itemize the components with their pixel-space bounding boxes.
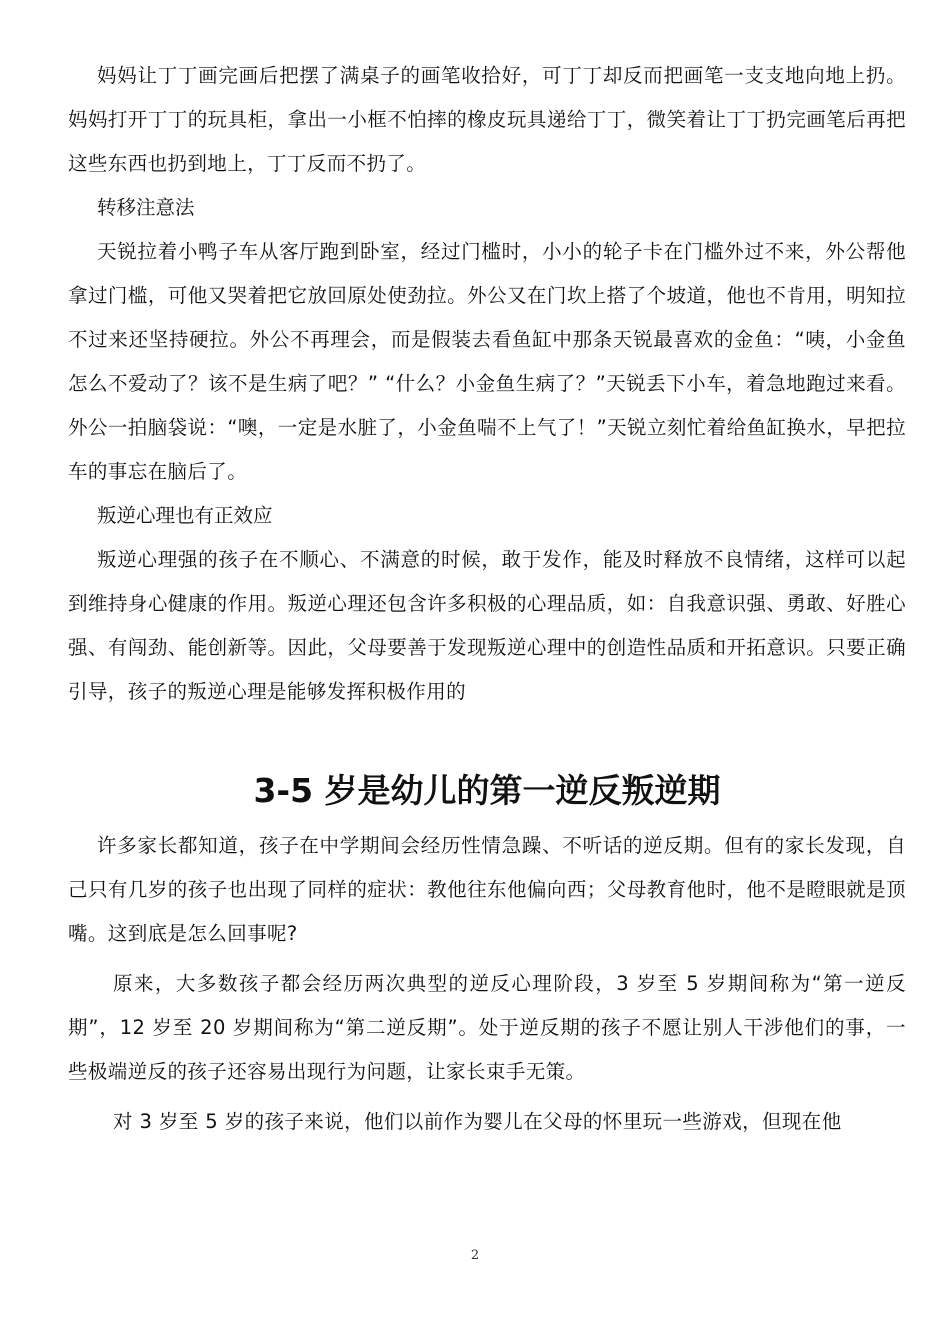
- paragraph-paint-brushes: 妈妈让丁丁画完画后把摆了满桌子的画笔收拾好，可丁丁却反而把画笔一支支地向地上扔。妈妈打开丁丁的玩具柜，拿出一小框不怕摔的橡皮玩具递给丁丁，微笑着让丁丁扔完画笔后再把这些东西也扔到地上，丁丁反而不扔了。: [68, 64, 906, 175]
- paragraph-rebellion-benefits: 叛逆心理强的孩子在不顺心、不满意的时候，敢于发作，能及时释放不良情绪，这样可以起到维持身心健康的作用。叛逆心理还包含许多积极的心理品质，如：自我意识强、勇敢、好胜心强、有闯劲、能创新等。因此，父母要善于发现叛逆心理中的创造性品质和开拓意识。只要正确引导，孩子的叛逆心理是能够发挥积极作用的: [68, 548, 906, 703]
- paragraph-intro-rebellion: 许多家长都知道，孩子在中学期间会经历性情急躁、不听话的逆反期。但有的家长发现，自己只有几岁的孩子也出现了同样的症状：教他往东他偏向西；父母教育他时，他不是瞪眼就是顶嘴。这到底是怎么回事呢?: [68, 834, 906, 945]
- page-number: 2: [470, 1248, 480, 1263]
- paragraph-three-to-five: 对 3 岁至 5 岁的孩子来说，他们以前作为婴儿在父母的怀里玩一些游戏，但现在他: [113, 1110, 842, 1133]
- paragraph-duck-cart-story: 天锐拉着小鸭子车从客厅跑到卧室，经过门槛时，小小的轮子卡在门槛外过不来，外公帮他拿过门槛，可他又哭着把它放回原处使劲拉。外公又在门坎上搭了个坡道，他也不肯用，明知拉不过来还坚持硬拉。外公不再理会，而是假装去看鱼缸中那条天锐最喜欢的金鱼：“咦，小金鱼怎么不爱动了？该不是生病了吧？” “什么？小金鱼生病了？”天锐丢下小车，着急地跑过来看。外公一拍脑袋说：“噢，一定是水脏了，小金鱼喘不上气了！”天锐立刻忙着给鱼缸换水，早把拉车的事忘在脑后了。: [68, 240, 906, 483]
- paragraph-two-rebellion-periods: 原来，大多数孩子都会经历两次典型的逆反心理阶段，3 岁至 5 岁期间称为“第一逆反期”，12 岁至 20 岁期间称为“第二逆反期”。处于逆反期的孩子不愿让别人干涉他们的事，一些极端逆反的孩子还容易出现行为问题，让家长束手无策。: [68, 972, 906, 1083]
- section-spacer: [68, 714, 906, 758]
- subheading-positive-effect: 叛逆心理也有正效应: [97, 504, 273, 527]
- section-title: 3-5 岁是幼儿的第一逆反叛逆期: [253, 771, 721, 810]
- page-body: [68, 54, 906, 1144]
- subheading-attention-shift: 转移注意法: [97, 196, 195, 219]
